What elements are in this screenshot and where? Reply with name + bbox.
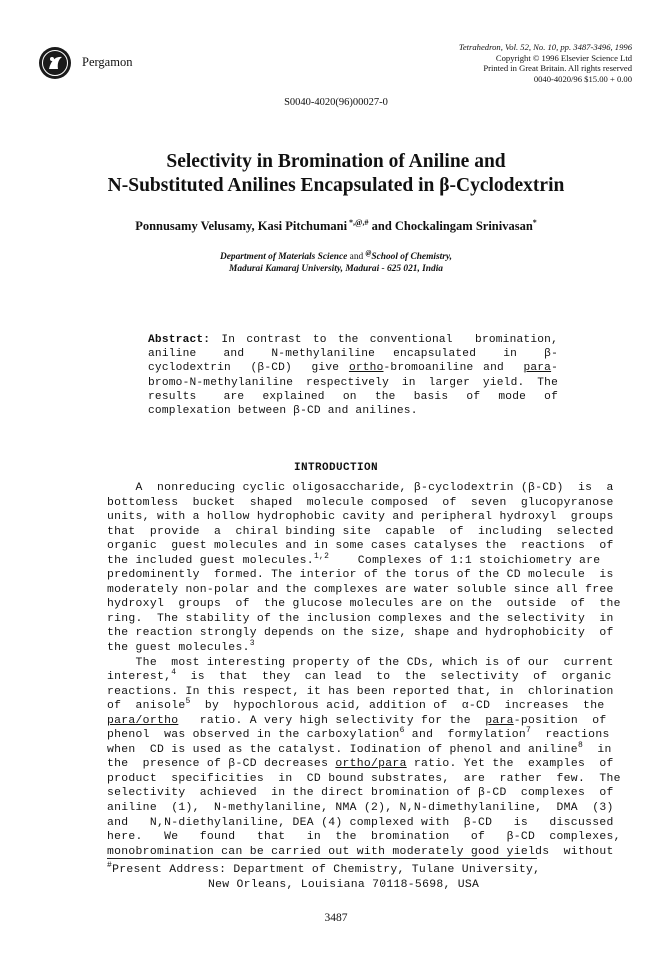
body-line: the included guest molecules.$^{1,2}$ Complexes of 1:1 stoichiometry are <box>107 551 601 567</box>
body-line: that provide a chiral binding site capable of including selected <box>107 525 614 538</box>
body-line: reactions. In this respect, it has been reported that, in chlorination <box>107 685 614 698</box>
footnote-line-2: New Orleans, Louisiana 70118-5698, USA <box>208 878 480 891</box>
body-line: and N,N-diethylaniline, DEA (4) complexed with β-CD is discussed <box>107 816 614 829</box>
body-line: when CD is used as the catalyst. Iodination of phenol and aniline$^8$ in <box>107 741 612 756</box>
abstract-line: Abstract: In contrast to the conventional bromination, <box>148 334 558 346</box>
footnote-divider <box>107 858 537 859</box>
footnote-mark: # <box>107 861 113 871</box>
doi-code: S0040-4020(96)00027-0 <box>284 97 388 108</box>
body-line: A nonreducing cyclic oligosaccharide, β-cyclodextrin (β-CD) is a <box>107 482 614 494</box>
affiliation-line-1: Department of Materials Science and @School of Chemistry, <box>219 249 453 263</box>
abstract-line: complexation between β-CD and anilines. <box>148 404 418 417</box>
body-line: interest,$^4$ is that they can lead to the selectivity of organic <box>107 668 612 684</box>
citation-superscript: 5 <box>185 697 191 707</box>
abstract-label: Abstract: <box>148 334 211 346</box>
body-line: bottomless bucket shaped molecule composed of seven glucopyranose <box>107 496 614 509</box>
citation-price: 0040-4020/96 $15.00 + 0.00 <box>533 73 632 84</box>
paper-title <box>0 150 672 198</box>
body-line: hydroxyl groups of the glucose molecules are on the outside of the <box>107 598 621 611</box>
citation-superscript: 6 <box>399 726 405 736</box>
author-list <box>0 218 672 234</box>
body-line: organic guest molecules and in some cases catalyses the reactions of <box>107 540 614 553</box>
body-line: phenol was observed in the carboxylation$^6$ and formylation$^7$ reactions <box>107 726 610 742</box>
abstract-line: cyclodextrin (β-CD) give ortho-bromoaniline and para- <box>148 362 559 375</box>
abstract-line: results are explained on the basis of mode of <box>148 390 558 403</box>
citation-copyright: Copyright © 1996 Elsevier Science Ltd <box>495 52 632 63</box>
body-line: monobromination can be carried out with moderately good yields without <box>107 845 614 858</box>
citation-block <box>302 42 632 84</box>
citation-journal: Tetrahedron, Vol. 52, No. 10, pp. 3487-3496, 1996 <box>458 42 632 52</box>
citation-printed: Printed in Great Britain. All rights reserved <box>483 63 632 74</box>
citation-superscript: 3 <box>249 639 255 649</box>
citation-superscript: 8 <box>577 741 584 751</box>
pergamon-logo-icon <box>38 46 72 80</box>
body-line: selectivity achieved in the direct bromination of β-CD complexes of <box>107 787 614 800</box>
citation-superscript: 7 <box>525 726 532 736</box>
author-and: and <box>368 219 395 234</box>
author-pitchumani: Kasi Pitchumani <box>257 219 348 234</box>
title-line-2: N-Substituted Anilines Encapsulated in β-Cyclodextrin <box>107 175 565 196</box>
title-line-1: Selectivity in Bromination of Aniline and <box>166 151 506 172</box>
body-line: The most interesting property of the CDs, which is of our current <box>107 656 614 669</box>
citation-superscript: 1,2 <box>313 551 330 561</box>
author-srinivasan-mark: * <box>532 218 537 227</box>
publisher-name: Pergamon <box>82 55 133 69</box>
body-line: product specificities in CD bound substrates, are rather few. The <box>107 772 621 785</box>
body-line: the guest molecules.$^3$ <box>107 639 255 655</box>
citation-superscript: 4 <box>171 668 177 678</box>
author-srinivasan: Chockalingam Srinivasan <box>394 219 533 234</box>
body-line: of anisole$^5$ by hypochlorous acid, addition of α-CD increases the <box>107 697 605 713</box>
footnote <box>107 863 577 892</box>
body-line: aniline (1), N-methylaniline, NMA (2), N,N-dimethylaniline, DMA (3) <box>107 802 614 815</box>
body-line: the reaction strongly depends on the size, shape and hydrophobicity of <box>107 627 614 640</box>
affiliation-line-2: Madurai Kamaraj University, Madurai - 625 021, India <box>228 264 443 275</box>
body-line: ring. The stability of the inclusion complexes and the selectivity in <box>107 612 614 625</box>
abstract-line: aniline and N-methylaniline encapsulated in β- <box>148 348 558 361</box>
page-number: 3487 <box>324 912 348 924</box>
abstract <box>148 333 558 418</box>
author-pitchumani-marks: *,@,# <box>347 218 369 227</box>
body-line: here. We found that in the bromination of β-CD complexes, <box>107 831 621 844</box>
affiliation <box>0 247 672 275</box>
body-text <box>107 481 621 859</box>
body-line: the presence of β-CD decreases ortho/para ratio. Yet the examples of <box>107 758 614 771</box>
author-velusamy: Ponnusamy Velusamy, <box>135 219 258 234</box>
body-line: units, with a hollow hydrophobic cavity and peripheral hydroxyl groups <box>107 511 614 524</box>
body-line: para/ortho ratio. A very high selectivity for the para-position of <box>107 714 607 727</box>
body-line: predominently formed. The interior of the torus of the CD molecule is <box>107 569 614 582</box>
abstract-line: bromo-N-methylaniline respectively in larger yield. The <box>148 376 558 389</box>
section-heading-introduction: INTRODUCTION <box>293 462 378 474</box>
footnote-line-1: #Present Address: Department of Chemistry, Tulane University, <box>107 861 541 876</box>
body-line: moderately non-polar and the complexes are water soluble since all free <box>107 583 614 596</box>
